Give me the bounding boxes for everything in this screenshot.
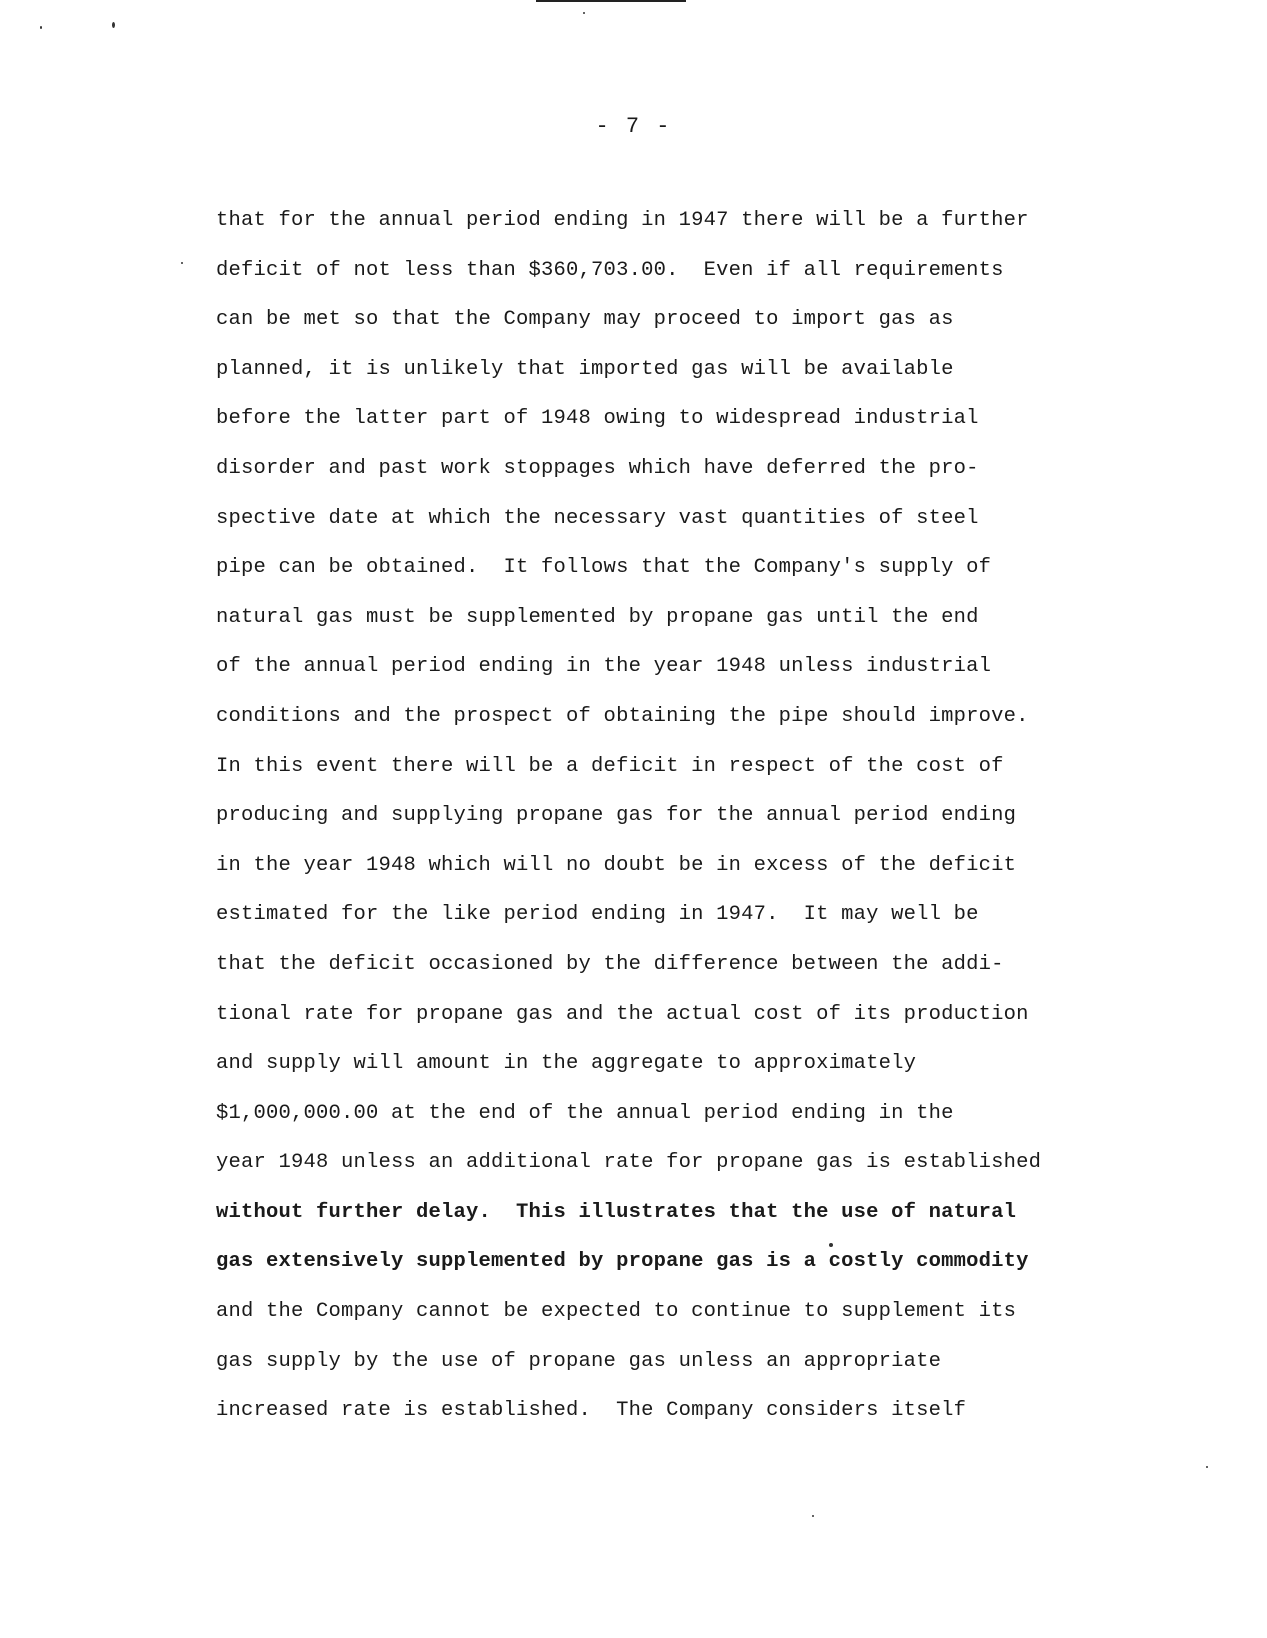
text-line: tional rate for propane gas and the actual cost of its production — [216, 1002, 1029, 1026]
scan-speck — [40, 26, 42, 29]
text-line: before the latter part of 1948 owing to widespread industrial — [216, 407, 979, 431]
top-edge-rule — [536, 0, 686, 2]
text-line: In this event there will be a deficit in respect of the cost of — [216, 754, 1004, 778]
text-line: of the annual period ending in the year 1948 unless industrial — [216, 655, 992, 679]
text-line: and the Company cannot be expected to continue to supplement its — [216, 1300, 1017, 1324]
text-line: $1,000,000.00 at the end of the annual period ending in the — [216, 1101, 954, 1125]
scan-speck — [181, 262, 183, 264]
page-number: - 7 - — [595, 114, 672, 139]
body-text — [216, 196, 1256, 1436]
text-line: and supply will amount in the aggregate to approximately — [216, 1052, 917, 1076]
text-line: deficit of not less than $360,703.00. Even if all requirements — [216, 258, 1004, 282]
text-line: year 1948 unless an additional rate for propane gas is established — [216, 1151, 1042, 1175]
text-line: that the deficit occasioned by the difference between the addi- — [216, 952, 1004, 976]
text-line: natural gas must be supplemented by propane gas until the end — [216, 605, 979, 629]
text-line: increased rate is established. The Company considers itself — [216, 1399, 967, 1423]
text-line: estimated for the like period ending in 1947. It may well be — [216, 903, 979, 927]
scan-speck — [112, 22, 115, 28]
text-line: that for the annual period ending in 1947 there will be a further — [216, 209, 1029, 232]
text-line: spective date at which the necessary vast quantities of steel — [216, 506, 979, 530]
scan-speck — [812, 1515, 814, 1517]
text-line: in the year 1948 which will no doubt be in excess of the deficit — [216, 853, 1017, 877]
text-line: producing and supplying propane gas for the annual period ending — [216, 804, 1017, 828]
text-line: can be met so that the Company may proceed to import gas as — [216, 308, 954, 332]
scan-speck — [1206, 1466, 1208, 1468]
text-line: without further delay. This illustrates that the use of natural — [216, 1200, 1017, 1224]
text-line: gas extensively supplemented by propane gas is a costly commodity — [216, 1250, 1029, 1274]
text-line: disorder and past work stoppages which have deferred the pro- — [216, 456, 979, 480]
scan-speck — [583, 12, 585, 14]
text-line: pipe can be obtained. It follows that the Company's supply of — [216, 556, 992, 580]
text-line: gas supply by the use of propane gas unless an appropriate — [216, 1349, 942, 1373]
text-line: planned, it is unlikely that imported gas will be available — [216, 357, 954, 381]
text-line: conditions and the prospect of obtaining the pipe should improve. — [216, 704, 1029, 728]
